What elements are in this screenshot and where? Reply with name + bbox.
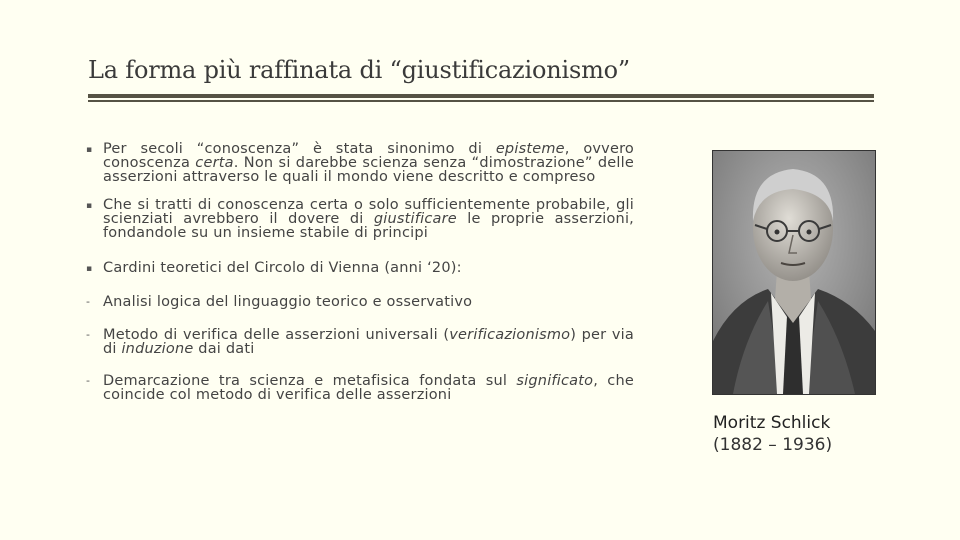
dash-marker: -: [86, 374, 91, 387]
bullet-item-2: ▪ Che si tratti di conoscenza certa o solo sufficientemente probabile, gli scienziati avrebbero il dovere di giustificare le proprie asserzioni, fondandole su un insieme stabile di principi: [86, 197, 634, 241]
portrait-illustration: [713, 151, 875, 394]
bullet-item-3: ▪ Cardini teoretici del Circolo di Vienna (anni ‘20):: [86, 260, 462, 276]
dash-marker: -: [86, 295, 91, 308]
slide-title: La forma più raffinata di “giustificazionismo”: [88, 56, 630, 84]
sub-item-metodo: - Metodo di verifica delle asserzioni universali (verificazionismo) per via di induzione dai dati: [86, 327, 634, 357]
bullet-list: [86, 142, 634, 402]
bullet-marker: ▪: [86, 145, 93, 155]
portrait-name: Moritz Schlick: [713, 413, 831, 433]
dash-marker: -: [86, 328, 91, 341]
bullet-marker: ▪: [86, 264, 93, 274]
title-rule-thick: [88, 94, 874, 98]
bullet-item-1: ▪ Per secoli “conoscenza” è stata sinonimo di episteme, ovvero conoscenza certa. Non si darebbe scienza senza “dimostrazione” delle asserzioni attraverso le quali il mondo viene descritto e compreso: [86, 141, 634, 185]
bullet-marker: ▪: [86, 201, 93, 211]
sub-item-analisi: - Analisi logica del linguaggio teorico e osservativo: [86, 294, 473, 310]
sub-item-demarcazione: - Demarcazione tra scienza e metafisica fondata sul significato, che coincide col metodo di verifica delle asserzioni: [86, 373, 634, 403]
portrait-caption: [713, 412, 832, 456]
title-rule-thin: [88, 100, 874, 102]
portrait-photo: [712, 150, 876, 395]
portrait-years: (1882 – 1936): [713, 435, 833, 455]
